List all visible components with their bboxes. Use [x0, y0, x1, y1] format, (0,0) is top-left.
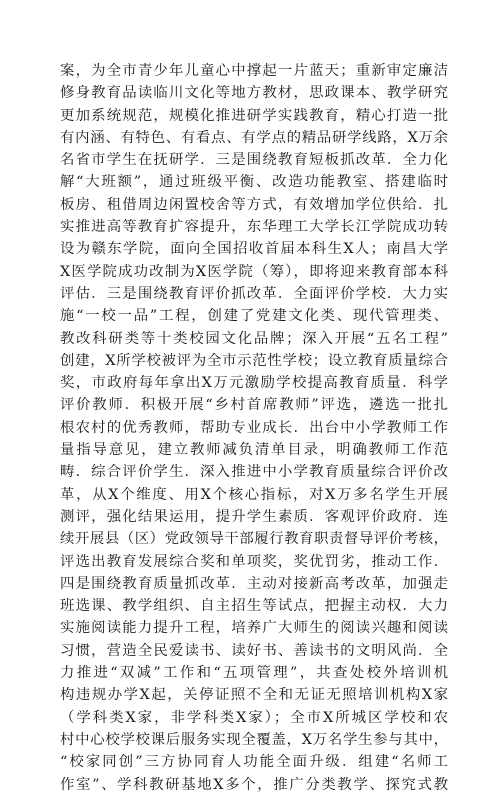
text-line: 教改科研类等十类校园文化品牌；深入开展“五名工程”: [60, 330, 448, 347]
text-line: 测评，强化结果运用，提升学生素质．客观评价政府．连: [60, 508, 448, 525]
text-line: 班选课、教学组织、自主招生等试点，把握主动权．大力: [60, 598, 448, 615]
text-line: 施“一校一品”工程，创建了党建文化类、现代管理类、: [60, 308, 448, 325]
text-line: 案，为全市青少年儿童心中撑起一片蓝天；重新审定廉洁: [60, 63, 448, 79]
text-line: 四是围绕教育质量抓改革．主动对接新高考改革，加强走: [60, 575, 448, 592]
text-line: 评估．三是围绕教育评价抓改革．全面评价学校．大力实: [60, 285, 448, 302]
text-line: 评价教师．积极开展“乡村首席教师”评选，遴选一批扎: [60, 397, 448, 414]
text-line: （学科类X家，非学科类X家）；全市X所城区学校和农: [60, 709, 448, 726]
text-line: 量指导意见，建立教师减负清单目录，明确教师工作范: [60, 442, 448, 459]
text-line: “校家同创”三方协同育人功能全面升级．组建“名师工: [60, 754, 448, 771]
text-line: X医学院成功改制为X医学院（筹），即将迎来教育部本科: [60, 263, 448, 280]
text-line: 根农村的优秀教师，帮助专业成长．出台中小学教师工作: [60, 419, 448, 436]
text-line: 村中心校学校课后服务实现全覆盖，X万名学生参与其中，: [60, 731, 448, 748]
text-line: 名省市学生在抚研学．三是围绕教育短板抓改革．全力化: [60, 152, 448, 169]
text-line: 实推进高等教育扩容提升，东华理工大学长江学院成功转: [60, 219, 448, 236]
text-line: 奖，市政府每年拿出X万元激励学校提高教育质量．科学: [60, 375, 448, 392]
text-line: 设为赣东学院，面向全国招收首届本科生X人；南昌大学: [60, 241, 448, 258]
text-line: 更加系统规范，规模化推进研学实践教育，精心打造一批: [60, 107, 448, 124]
text-line: 解“大班额”，通过班级平衡、改造功能教室、搭建临时: [60, 174, 448, 191]
text-line: 构违规办学X起，关停证照不全和无证无照培训机构X家: [60, 687, 448, 704]
text-line: 作室”、学科教研基地X多个，推广分类教学、探究式教: [60, 776, 448, 793]
text-line: 评选出教育发展综合奖和单项奖，奖优罚劣，推动工作．: [60, 553, 448, 570]
text-line: 实施阅读能力提升工程，培养广大师生的阅读兴趣和阅读: [60, 620, 448, 637]
text-line: 有内涵、有特色、有看点、有学点的精品研学线路，X万余: [60, 129, 448, 146]
text-line: 板房、租借周边闲置校舍等方式，有效增加学位供给．扎: [60, 196, 448, 213]
text-line: 力推进“双减”工作和“五项管理”，共查处校外培训机: [60, 665, 448, 682]
text-line: 习惯，营造全民爱读书、读好书、善读书的文明风尚．全: [60, 642, 448, 659]
text-line: 畴．综合评价学生．深入推进中小学教育质量综合评价改: [60, 464, 448, 481]
text-line: 革，从X个维度、用X个核心指标，对X万多名学生开展: [60, 486, 448, 503]
text-line: 创建，X所学校被评为全市示范性学校；设立教育质量综合: [60, 352, 448, 369]
text-line: 续开展县（区）党政领导干部履行教育职责督导评价考核，: [60, 531, 448, 548]
document-body: [60, 60, 448, 796]
text-line: 修身教育品读临川文化等地方教材，思政课本、教学研究: [60, 85, 448, 102]
